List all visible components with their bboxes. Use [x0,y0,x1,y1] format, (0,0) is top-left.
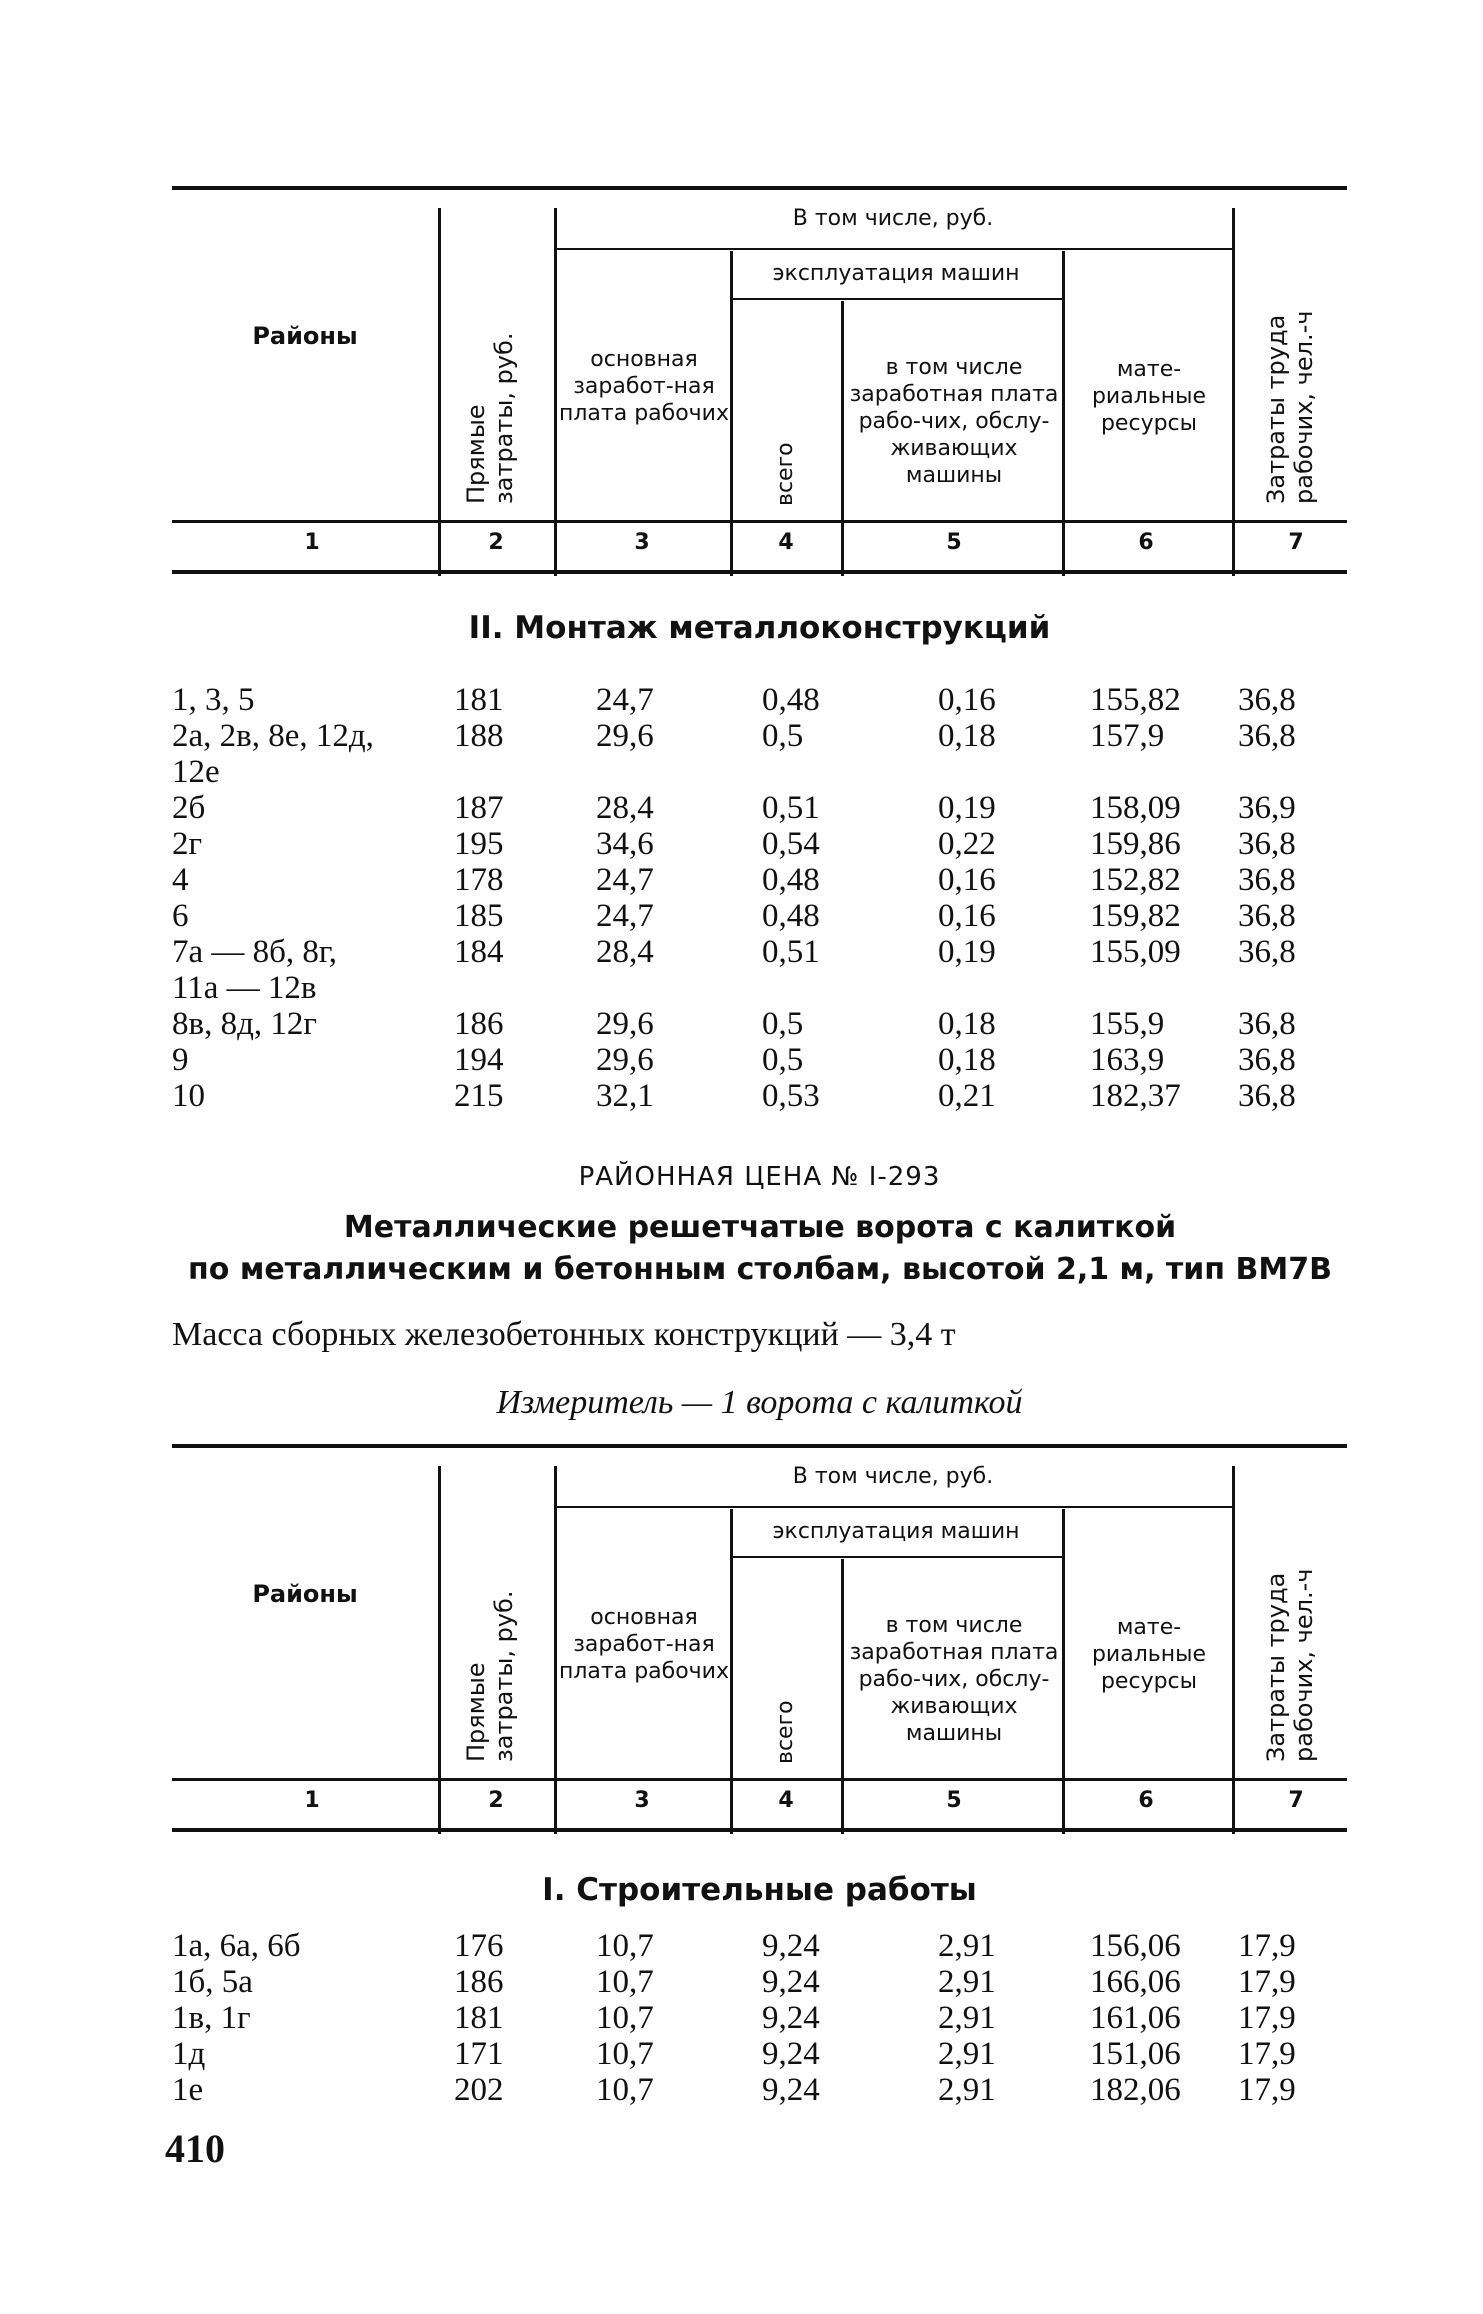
cell-district: 2г [172,826,203,862]
cell-materials: 159,86 [1090,826,1181,862]
cell-materials: 166,06 [1090,1964,1181,2000]
cell-mach-total: 0,51 [762,934,820,970]
cell-materials: 156,06 [1090,1928,1181,1964]
cell-labor: 17,9 [1238,1964,1296,2000]
table-row-continuation [172,970,1347,1006]
table-row [172,1078,1347,1114]
cell-direct: 171 [454,2036,504,2072]
col-number: 7 [1288,530,1304,555]
cell-wage: 28,4 [596,790,654,826]
table-row [172,2000,1347,2036]
cell-mach-wage: 0,21 [938,1078,996,1114]
table-header-1 [172,186,1347,576]
divider [1062,1509,1065,1834]
cell-mach-wage: 0,19 [938,790,996,826]
col-number: 5 [946,530,962,555]
table-top-rule [172,186,1347,190]
cell-direct: 184 [454,934,504,970]
cell-wage: 29,6 [596,718,654,754]
header-base-wage: основная заработ-ная плата рабочих [558,346,729,426]
cell-mach-total: 0,48 [762,862,820,898]
cell-mach-wage: 2,91 [938,1928,996,1964]
col-number: 1 [304,1788,320,1813]
col-number: 2 [488,530,504,555]
cell-district: 1б, 5а [172,1964,253,2000]
col-number: 6 [1138,530,1154,555]
cell-direct: 186 [454,1006,504,1042]
cell-mach-total: 0,5 [762,1006,804,1042]
cell-direct: 215 [454,1078,504,1114]
measure-unit: Измеритель — 1 ворота с калиткой [496,1384,1023,1421]
table-row-continuation [172,754,1347,790]
cell-mach-wage: 0,18 [938,1006,996,1042]
cell-district: 11а — 12в [172,970,317,1006]
table-row [172,1042,1347,1078]
col-number: 5 [946,1788,962,1813]
cell-mach-wage: 0,16 [938,682,996,718]
cell-labor: 36,8 [1238,718,1296,754]
cell-mach-total: 9,24 [762,1928,820,1964]
header-direct-costs: Прямые затраты, руб. [462,332,518,504]
cell-direct: 176 [454,1928,504,1964]
header-machine-operation: эксплуатация машин [772,1518,1020,1544]
cell-wage: 24,7 [596,862,654,898]
cell-mach-wage: 0,16 [938,898,996,934]
cell-wage: 34,6 [596,826,654,862]
table-row [172,898,1347,934]
col-number: 2 [488,1788,504,1813]
cell-mach-wage: 2,91 [938,2072,996,2108]
header-labor: Затраты труда рабочих, чел.-ч [1262,310,1318,504]
cell-wage: 24,7 [596,898,654,934]
table-row [172,790,1347,826]
cell-direct: 195 [454,826,504,862]
header-total: всего [773,1700,798,1764]
col-number: 1 [304,530,320,555]
section-title: I. Строительные работы [542,1872,977,1908]
cell-wage: 10,7 [596,2036,654,2072]
cell-mach-wage: 0,19 [938,934,996,970]
cell-district: 4 [172,862,189,898]
divider [554,1506,1232,1508]
col-number: 6 [1138,1788,1154,1813]
cell-direct: 181 [454,682,504,718]
divider [841,1559,844,1834]
table-row [172,718,1347,754]
cell-mach-wage: 0,22 [938,826,996,862]
cell-direct: 187 [454,790,504,826]
cell-direct: 185 [454,898,504,934]
cell-materials: 151,06 [1090,2036,1181,2072]
cell-mach-total: 0,48 [762,682,820,718]
cell-direct: 178 [454,862,504,898]
cell-labor: 36,8 [1238,898,1296,934]
header-materials: мате-риальные ресурсы [1091,356,1207,436]
cell-mach-total: 0,54 [762,826,820,862]
cell-mach-total: 9,24 [762,1964,820,2000]
col-number: 3 [634,1788,650,1813]
cell-labor: 17,9 [1238,2036,1296,2072]
table-row [172,826,1347,862]
cell-materials: 158,09 [1090,790,1181,826]
cell-mach-wage: 2,91 [938,1964,996,2000]
cell-materials: 161,06 [1090,2000,1181,2036]
col-number: 4 [778,530,794,555]
cell-direct: 186 [454,1964,504,2000]
table-row [172,1928,1347,1964]
divider [554,248,1232,250]
cell-mach-wage: 2,91 [938,2000,996,2036]
col-number: 3 [634,530,650,555]
table-header-2 [172,1444,1347,1834]
cell-mach-total: 9,24 [762,2000,820,2036]
divider [730,1556,1062,1558]
cell-mach-total: 9,24 [762,2036,820,2072]
cell-district: 10 [172,1078,205,1114]
divider [841,301,844,576]
cell-labor: 17,9 [1238,1928,1296,1964]
header-direct-costs: Прямые затраты, руб. [462,1590,518,1762]
cell-mach-wage: 0,18 [938,1042,996,1078]
cell-labor: 36,8 [1238,1078,1296,1114]
table-row [172,2072,1347,2108]
cell-wage: 10,7 [596,2000,654,2036]
cell-labor: 36,8 [1238,862,1296,898]
cell-district: 8в, 8д, 12г [172,1006,317,1042]
table-bottom-rule [172,1828,1347,1832]
divider [1062,251,1065,576]
cell-district: 2а, 2в, 8е, 12д, [172,718,374,754]
cell-mach-total: 0,5 [762,1042,804,1078]
header-rayony: Районы [252,1579,358,1608]
header-total: всего [773,442,798,506]
cell-materials: 163,9 [1090,1042,1165,1078]
cell-wage: 10,7 [596,1928,654,1964]
table-row [172,2036,1347,2072]
table-top-rule [172,1444,1347,1448]
cell-district: 9 [172,1042,189,1078]
cell-mach-wage: 2,91 [938,2036,996,2072]
divider [730,298,1062,300]
col-number: 7 [1288,1788,1304,1813]
cell-labor: 36,8 [1238,1042,1296,1078]
mass-note: Масса сборных железобетонных конструкций — 3,4 т [172,1316,956,1353]
cell-mach-total: 0,5 [762,718,804,754]
cell-district: 1е [172,2072,204,2108]
cell-mach-total: 9,24 [762,2072,820,2108]
header-in-that-number: В том числе, руб. [792,1463,994,1489]
table-bottom-rule [172,570,1347,574]
cell-mach-wage: 0,18 [938,718,996,754]
cell-wage: 10,7 [596,1964,654,2000]
cell-wage: 28,4 [596,934,654,970]
header-machine-wage: в том числе заработная плата рабо-чих, обслу-живающих машины [849,354,1059,488]
cell-wage: 10,7 [596,2072,654,2108]
cell-district: 1, 3, 5 [172,682,255,718]
cell-district: 7а — 8б, 8г, [172,934,337,970]
cell-direct: 181 [454,2000,504,2036]
cell-direct: 202 [454,2072,504,2108]
cell-labor: 36,9 [1238,790,1296,826]
table-header-rule [172,520,1347,523]
header-machine-operation: эксплуатация машин [772,260,1020,286]
cell-labor: 36,8 [1238,826,1296,862]
cell-district: 1д [172,2036,206,2072]
cell-labor: 36,8 [1238,934,1296,970]
col-number: 4 [778,1788,794,1813]
price-title-line2: по металлическим и бетонным столбам, высотой 2,1 м, тип ВМ7В [188,1252,1332,1287]
cell-district: 6 [172,898,189,934]
cell-direct: 188 [454,718,504,754]
table-header-rule [172,1778,1347,1781]
cell-materials: 155,9 [1090,1006,1165,1042]
table-row [172,682,1347,718]
cell-direct: 194 [454,1042,504,1078]
cell-materials: 157,9 [1090,718,1165,754]
price-title-line1: Металлические решетчатые ворота с калиткой [343,1210,1177,1245]
header-labor: Затраты труда рабочих, чел.-ч [1262,1568,1318,1762]
cell-mach-total: 0,48 [762,898,820,934]
cell-labor: 17,9 [1238,2072,1296,2108]
cell-mach-total: 0,53 [762,1078,820,1114]
cell-wage: 29,6 [596,1006,654,1042]
header-machine-wage: в том числе заработная плата рабо-чих, обслу-живающих машины [849,1612,1059,1746]
cell-labor: 36,8 [1238,682,1296,718]
cell-mach-wage: 0,16 [938,862,996,898]
header-materials: мате-риальные ресурсы [1091,1614,1207,1694]
cell-district: 12е [172,754,220,790]
cell-district: 2б [172,790,206,826]
cell-wage: 24,7 [596,682,654,718]
cell-materials: 155,09 [1090,934,1181,970]
section-title: II. Монтаж металлоконструкций [468,610,1051,646]
table-row [172,934,1347,970]
table-row [172,1964,1347,2000]
cell-mach-total: 0,51 [762,790,820,826]
price-number: РАЙОННАЯ ЦЕНА № I-293 [578,1162,941,1192]
cell-materials: 159,82 [1090,898,1181,934]
cell-wage: 32,1 [596,1078,654,1114]
header-rayony: Районы [252,321,358,350]
header-in-that-number: В том числе, руб. [792,205,994,231]
cell-district: 1а, 6а, 6б [172,1928,301,1964]
cell-wage: 29,6 [596,1042,654,1078]
page-number: 410 [165,2126,225,2171]
cell-labor: 17,9 [1238,2000,1296,2036]
cell-materials: 155,82 [1090,682,1181,718]
cell-district: 1в, 1г [172,2000,251,2036]
cell-materials: 152,82 [1090,862,1181,898]
cell-labor: 36,8 [1238,1006,1296,1042]
cell-materials: 182,37 [1090,1078,1181,1114]
header-base-wage: основная заработ-ная плата рабочих [558,1604,729,1684]
cell-materials: 182,06 [1090,2072,1181,2108]
table-row [172,862,1347,898]
table-row [172,1006,1347,1042]
